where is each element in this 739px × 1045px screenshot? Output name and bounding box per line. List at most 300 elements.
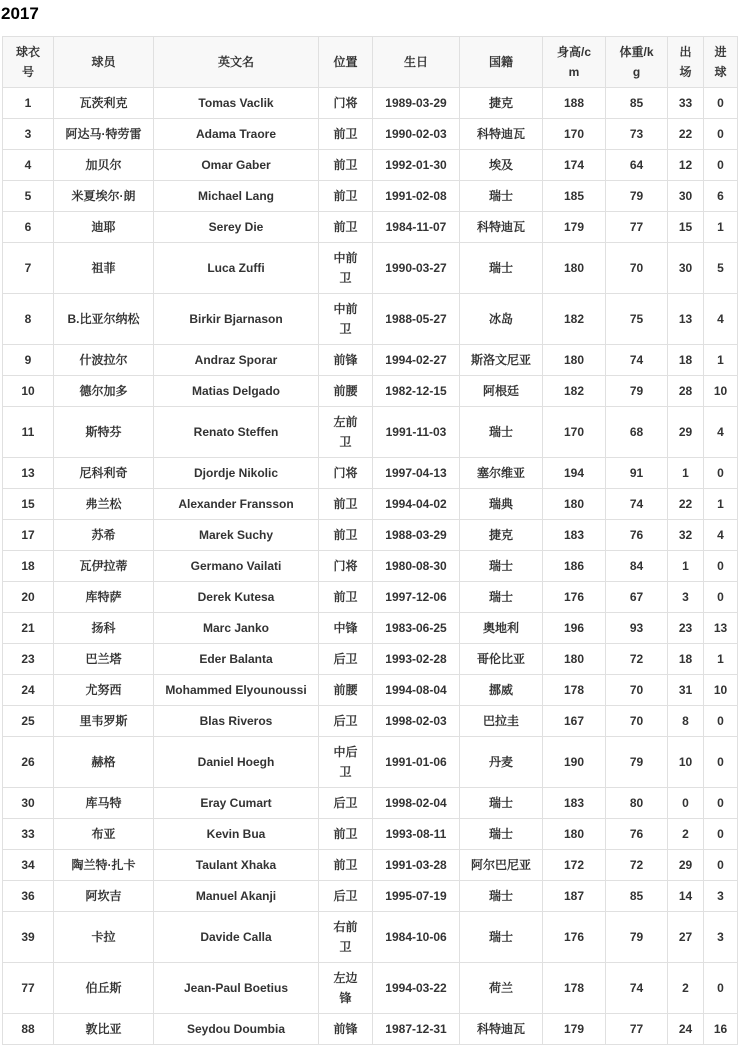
cell-goals: 13 [704,613,738,644]
cell-weight: 79 [606,912,668,963]
cell-position: 前腰 [319,376,373,407]
cell-nationality: 科特迪瓦 [460,1014,543,1045]
cell-goals: 10 [704,376,738,407]
cell-birthday: 1991-11-03 [373,407,460,458]
cell-birthday: 1995-07-19 [373,881,460,912]
cell-appearances: 23 [668,613,704,644]
cell-position: 左边锋 [319,963,373,1014]
cell-position: 前卫 [319,582,373,613]
cell-weight: 76 [606,819,668,850]
cell-birthday: 1998-02-04 [373,788,460,819]
cell-appearances: 28 [668,376,704,407]
cell-birthday: 1994-08-04 [373,675,460,706]
cell-height: 178 [543,675,606,706]
cell-nationality: 奥地利 [460,613,543,644]
cell-appearances: 22 [668,489,704,520]
table-row [3,819,738,850]
cell-goals: 4 [704,407,738,458]
cell-birthday: 1990-02-03 [373,119,460,150]
cell-height: 176 [543,912,606,963]
cell-english-name: Adama Traore [154,119,319,150]
cell-height: 183 [543,788,606,819]
cell-jersey-number: 36 [3,881,54,912]
cell-jersey-number: 88 [3,1014,54,1045]
cell-weight: 77 [606,212,668,243]
cell-position: 前锋 [319,345,373,376]
cell-english-name: Taulant Xhaka [154,850,319,881]
cell-birthday: 1992-01-30 [373,150,460,181]
cell-height: 170 [543,407,606,458]
cell-nationality: 阿尔巴尼亚 [460,850,543,881]
table-row [3,706,738,737]
cell-goals: 4 [704,520,738,551]
col-header-player: 球员 [54,37,154,88]
cell-english-name: Djordje Nikolic [154,458,319,489]
cell-birthday: 1994-03-22 [373,963,460,1014]
cell-nationality: 哥伦比亚 [460,644,543,675]
cell-position: 门将 [319,88,373,119]
cell-player: 巴兰塔 [54,644,154,675]
cell-english-name: Manuel Akanji [154,881,319,912]
cell-appearances: 24 [668,1014,704,1045]
cell-english-name: Eray Cumart [154,788,319,819]
cell-height: 180 [543,345,606,376]
table-row [3,119,738,150]
cell-height: 182 [543,376,606,407]
cell-position: 前卫 [319,850,373,881]
cell-height: 174 [543,150,606,181]
cell-weight: 85 [606,881,668,912]
cell-position: 门将 [319,551,373,582]
cell-position: 后卫 [319,644,373,675]
table-row [3,912,738,963]
cell-nationality: 科特迪瓦 [460,119,543,150]
cell-nationality: 荷兰 [460,963,543,1014]
cell-weight: 74 [606,963,668,1014]
cell-weight: 77 [606,1014,668,1045]
cell-jersey-number: 39 [3,912,54,963]
cell-goals: 0 [704,737,738,788]
cell-goals: 3 [704,912,738,963]
cell-height: 186 [543,551,606,582]
cell-position: 后卫 [319,788,373,819]
cell-jersey-number: 7 [3,243,54,294]
cell-nationality: 瑞士 [460,551,543,582]
cell-position: 前卫 [319,819,373,850]
cell-goals: 6 [704,181,738,212]
cell-jersey-number: 33 [3,819,54,850]
cell-appearances: 13 [668,294,704,345]
cell-appearances: 0 [668,788,704,819]
cell-player: 瓦伊拉蒂 [54,551,154,582]
cell-weight: 73 [606,119,668,150]
cell-weight: 72 [606,850,668,881]
cell-player: 加贝尔 [54,150,154,181]
cell-birthday: 1980-08-30 [373,551,460,582]
cell-birthday: 1984-11-07 [373,212,460,243]
cell-english-name: Renato Steffen [154,407,319,458]
cell-height: 182 [543,294,606,345]
cell-goals: 0 [704,706,738,737]
cell-player: 德尔加多 [54,376,154,407]
cell-position: 门将 [319,458,373,489]
cell-player: 斯特芬 [54,407,154,458]
cell-player: 迪耶 [54,212,154,243]
cell-appearances: 33 [668,88,704,119]
cell-position: 前锋 [319,1014,373,1045]
cell-height: 167 [543,706,606,737]
cell-weight: 68 [606,407,668,458]
cell-birthday: 1982-12-15 [373,376,460,407]
cell-jersey-number: 18 [3,551,54,582]
cell-nationality: 巴拉圭 [460,706,543,737]
cell-goals: 0 [704,963,738,1014]
cell-player: 库马特 [54,788,154,819]
cell-english-name: Marek Suchy [154,520,319,551]
cell-weight: 75 [606,294,668,345]
cell-goals: 1 [704,489,738,520]
cell-position: 后卫 [319,706,373,737]
cell-nationality: 瑞士 [460,582,543,613]
cell-player: 尼科利奇 [54,458,154,489]
table-row [3,582,738,613]
cell-weight: 79 [606,181,668,212]
cell-appearances: 30 [668,243,704,294]
cell-height: 170 [543,119,606,150]
cell-jersey-number: 13 [3,458,54,489]
cell-weight: 80 [606,788,668,819]
cell-birthday: 1984-10-06 [373,912,460,963]
cell-weight: 64 [606,150,668,181]
cell-english-name: Davide Calla [154,912,319,963]
table-row [3,407,738,458]
col-header-jersey-number: 球衣号 [3,37,54,88]
cell-english-name: Andraz Sporar [154,345,319,376]
cell-nationality: 阿根廷 [460,376,543,407]
cell-appearances: 29 [668,850,704,881]
cell-jersey-number: 10 [3,376,54,407]
cell-jersey-number: 21 [3,613,54,644]
cell-jersey-number: 34 [3,850,54,881]
cell-player: 敦比亚 [54,1014,154,1045]
cell-nationality: 埃及 [460,150,543,181]
cell-appearances: 1 [668,458,704,489]
cell-appearances: 2 [668,963,704,1014]
table-row [3,675,738,706]
cell-english-name: Jean-Paul Boetius [154,963,319,1014]
cell-appearances: 12 [668,150,704,181]
cell-nationality: 塞尔维亚 [460,458,543,489]
cell-height: 180 [543,819,606,850]
cell-nationality: 捷克 [460,88,543,119]
cell-goals: 0 [704,819,738,850]
cell-weight: 70 [606,675,668,706]
cell-player: 布亚 [54,819,154,850]
cell-appearances: 8 [668,706,704,737]
table-row [3,963,738,1014]
cell-goals: 0 [704,850,738,881]
cell-height: 180 [543,644,606,675]
cell-english-name: Mohammed Elyounoussi [154,675,319,706]
col-header-weight: 体重/kg [606,37,668,88]
cell-english-name: Serey Die [154,212,319,243]
cell-english-name: Luca Zuffi [154,243,319,294]
cell-position: 中锋 [319,613,373,644]
cell-player: 瓦茨利克 [54,88,154,119]
cell-appearances: 18 [668,345,704,376]
cell-position: 前卫 [319,212,373,243]
cell-birthday: 1988-03-29 [373,520,460,551]
cell-jersey-number: 4 [3,150,54,181]
cell-weight: 74 [606,345,668,376]
table-header-row [3,37,738,88]
cell-jersey-number: 11 [3,407,54,458]
cell-birthday: 1994-04-02 [373,489,460,520]
cell-goals: 4 [704,294,738,345]
table-row [3,181,738,212]
cell-goals: 1 [704,345,738,376]
cell-jersey-number: 3 [3,119,54,150]
cell-goals: 3 [704,881,738,912]
cell-english-name: Eder Balanta [154,644,319,675]
cell-jersey-number: 23 [3,644,54,675]
cell-height: 180 [543,489,606,520]
cell-position: 中前卫 [319,294,373,345]
cell-jersey-number: 5 [3,181,54,212]
cell-weight: 74 [606,489,668,520]
cell-appearances: 31 [668,675,704,706]
cell-player: 米夏埃尔·朗 [54,181,154,212]
cell-birthday: 1994-02-27 [373,345,460,376]
cell-goals: 0 [704,119,738,150]
cell-birthday: 1991-01-06 [373,737,460,788]
cell-appearances: 32 [668,520,704,551]
cell-goals: 0 [704,458,738,489]
cell-weight: 79 [606,737,668,788]
cell-jersey-number: 6 [3,212,54,243]
cell-nationality: 瑞士 [460,243,543,294]
cell-birthday: 1997-04-13 [373,458,460,489]
table-row [3,520,738,551]
cell-height: 190 [543,737,606,788]
cell-english-name: Alexander Fransson [154,489,319,520]
cell-goals: 1 [704,212,738,243]
cell-goals: 5 [704,243,738,294]
cell-player: 里韦罗斯 [54,706,154,737]
cell-birthday: 1998-02-03 [373,706,460,737]
col-header-height: 身高/cm [543,37,606,88]
cell-nationality: 瑞士 [460,181,543,212]
cell-birthday: 1987-12-31 [373,1014,460,1045]
table-row [3,788,738,819]
cell-weight: 76 [606,520,668,551]
cell-player: 尤努西 [54,675,154,706]
cell-player: 祖菲 [54,243,154,294]
cell-goals: 1 [704,644,738,675]
cell-jersey-number: 20 [3,582,54,613]
cell-player: 弗兰松 [54,489,154,520]
cell-nationality: 科特迪瓦 [460,212,543,243]
table-row [3,489,738,520]
cell-weight: 67 [606,582,668,613]
cell-position: 后卫 [319,881,373,912]
cell-position: 前卫 [319,181,373,212]
cell-nationality: 斯洛文尼亚 [460,345,543,376]
cell-weight: 93 [606,613,668,644]
cell-english-name: Kevin Bua [154,819,319,850]
cell-height: 196 [543,613,606,644]
cell-player: B.比亚尔纳松 [54,294,154,345]
cell-player: 库特萨 [54,582,154,613]
table-row [3,345,738,376]
table-row [3,737,738,788]
cell-appearances: 18 [668,644,704,675]
cell-jersey-number: 24 [3,675,54,706]
cell-birthday: 1991-02-08 [373,181,460,212]
cell-appearances: 3 [668,582,704,613]
cell-height: 183 [543,520,606,551]
cell-weight: 70 [606,243,668,294]
cell-goals: 16 [704,1014,738,1045]
cell-goals: 10 [704,675,738,706]
cell-position: 前卫 [319,119,373,150]
cell-jersey-number: 8 [3,294,54,345]
cell-position: 前卫 [319,150,373,181]
cell-nationality: 冰岛 [460,294,543,345]
cell-english-name: Omar Gaber [154,150,319,181]
cell-player: 阿坎吉 [54,881,154,912]
col-header-position: 位置 [319,37,373,88]
cell-height: 179 [543,212,606,243]
cell-position: 左前卫 [319,407,373,458]
cell-weight: 72 [606,644,668,675]
cell-player: 扬科 [54,613,154,644]
cell-height: 178 [543,963,606,1014]
cell-position: 中后卫 [319,737,373,788]
cell-height: 187 [543,881,606,912]
cell-player: 伯丘斯 [54,963,154,1014]
cell-nationality: 瑞士 [460,407,543,458]
cell-goals: 0 [704,788,738,819]
cell-weight: 79 [606,376,668,407]
cell-position: 前卫 [319,520,373,551]
cell-birthday: 1993-08-11 [373,819,460,850]
cell-jersey-number: 1 [3,88,54,119]
cell-appearances: 29 [668,407,704,458]
table-body [3,88,738,1045]
cell-birthday: 1993-02-28 [373,644,460,675]
col-header-appearances: 出场 [668,37,704,88]
cell-player: 苏希 [54,520,154,551]
table-row [3,88,738,119]
cell-player: 卡拉 [54,912,154,963]
table-row [3,212,738,243]
cell-weight: 84 [606,551,668,582]
cell-birthday: 1989-03-29 [373,88,460,119]
cell-goals: 0 [704,582,738,613]
cell-nationality: 瑞士 [460,881,543,912]
cell-birthday: 1991-03-28 [373,850,460,881]
cell-player: 什波拉尔 [54,345,154,376]
cell-birthday: 1997-12-06 [373,582,460,613]
cell-nationality: 丹麦 [460,737,543,788]
cell-weight: 85 [606,88,668,119]
cell-nationality: 瑞士 [460,788,543,819]
table-row [3,243,738,294]
cell-english-name: Marc Janko [154,613,319,644]
cell-goals: 0 [704,88,738,119]
cell-appearances: 14 [668,881,704,912]
squad-table [2,36,738,1045]
cell-nationality: 瑞典 [460,489,543,520]
table-row [3,150,738,181]
cell-height: 194 [543,458,606,489]
cell-goals: 0 [704,150,738,181]
cell-english-name: Michael Lang [154,181,319,212]
cell-appearances: 30 [668,181,704,212]
cell-appearances: 1 [668,551,704,582]
cell-english-name: Matias Delgado [154,376,319,407]
cell-position: 右前卫 [319,912,373,963]
cell-appearances: 22 [668,119,704,150]
cell-english-name: Tomas Vaclik [154,88,319,119]
cell-english-name: Blas Riveros [154,706,319,737]
cell-position: 前卫 [319,489,373,520]
cell-height: 179 [543,1014,606,1045]
cell-nationality: 瑞士 [460,819,543,850]
cell-appearances: 27 [668,912,704,963]
cell-jersey-number: 17 [3,520,54,551]
cell-player: 阿达马·特劳雷 [54,119,154,150]
cell-birthday: 1988-05-27 [373,294,460,345]
cell-jersey-number: 77 [3,963,54,1014]
cell-english-name: Seydou Doumbia [154,1014,319,1045]
cell-birthday: 1983-06-25 [373,613,460,644]
table-row [3,458,738,489]
cell-jersey-number: 15 [3,489,54,520]
cell-appearances: 2 [668,819,704,850]
table-row [3,1014,738,1045]
cell-height: 188 [543,88,606,119]
table-row [3,850,738,881]
cell-jersey-number: 9 [3,345,54,376]
cell-nationality: 捷克 [460,520,543,551]
table-row [3,644,738,675]
cell-jersey-number: 30 [3,788,54,819]
cell-position: 前腰 [319,675,373,706]
cell-position: 中前卫 [319,243,373,294]
cell-player: 陶兰特·扎卡 [54,850,154,881]
col-header-english-name: 英文名 [154,37,319,88]
cell-appearances: 10 [668,737,704,788]
cell-weight: 91 [606,458,668,489]
cell-height: 180 [543,243,606,294]
cell-jersey-number: 26 [3,737,54,788]
cell-player: 赫格 [54,737,154,788]
cell-appearances: 15 [668,212,704,243]
cell-height: 185 [543,181,606,212]
cell-english-name: Germano Vailati [154,551,319,582]
cell-height: 176 [543,582,606,613]
cell-height: 172 [543,850,606,881]
page-title: 2017 [1,4,39,23]
cell-birthday: 1990-03-27 [373,243,460,294]
table-row [3,551,738,582]
table-row [3,376,738,407]
cell-goals: 0 [704,551,738,582]
table-row [3,613,738,644]
cell-jersey-number: 25 [3,706,54,737]
